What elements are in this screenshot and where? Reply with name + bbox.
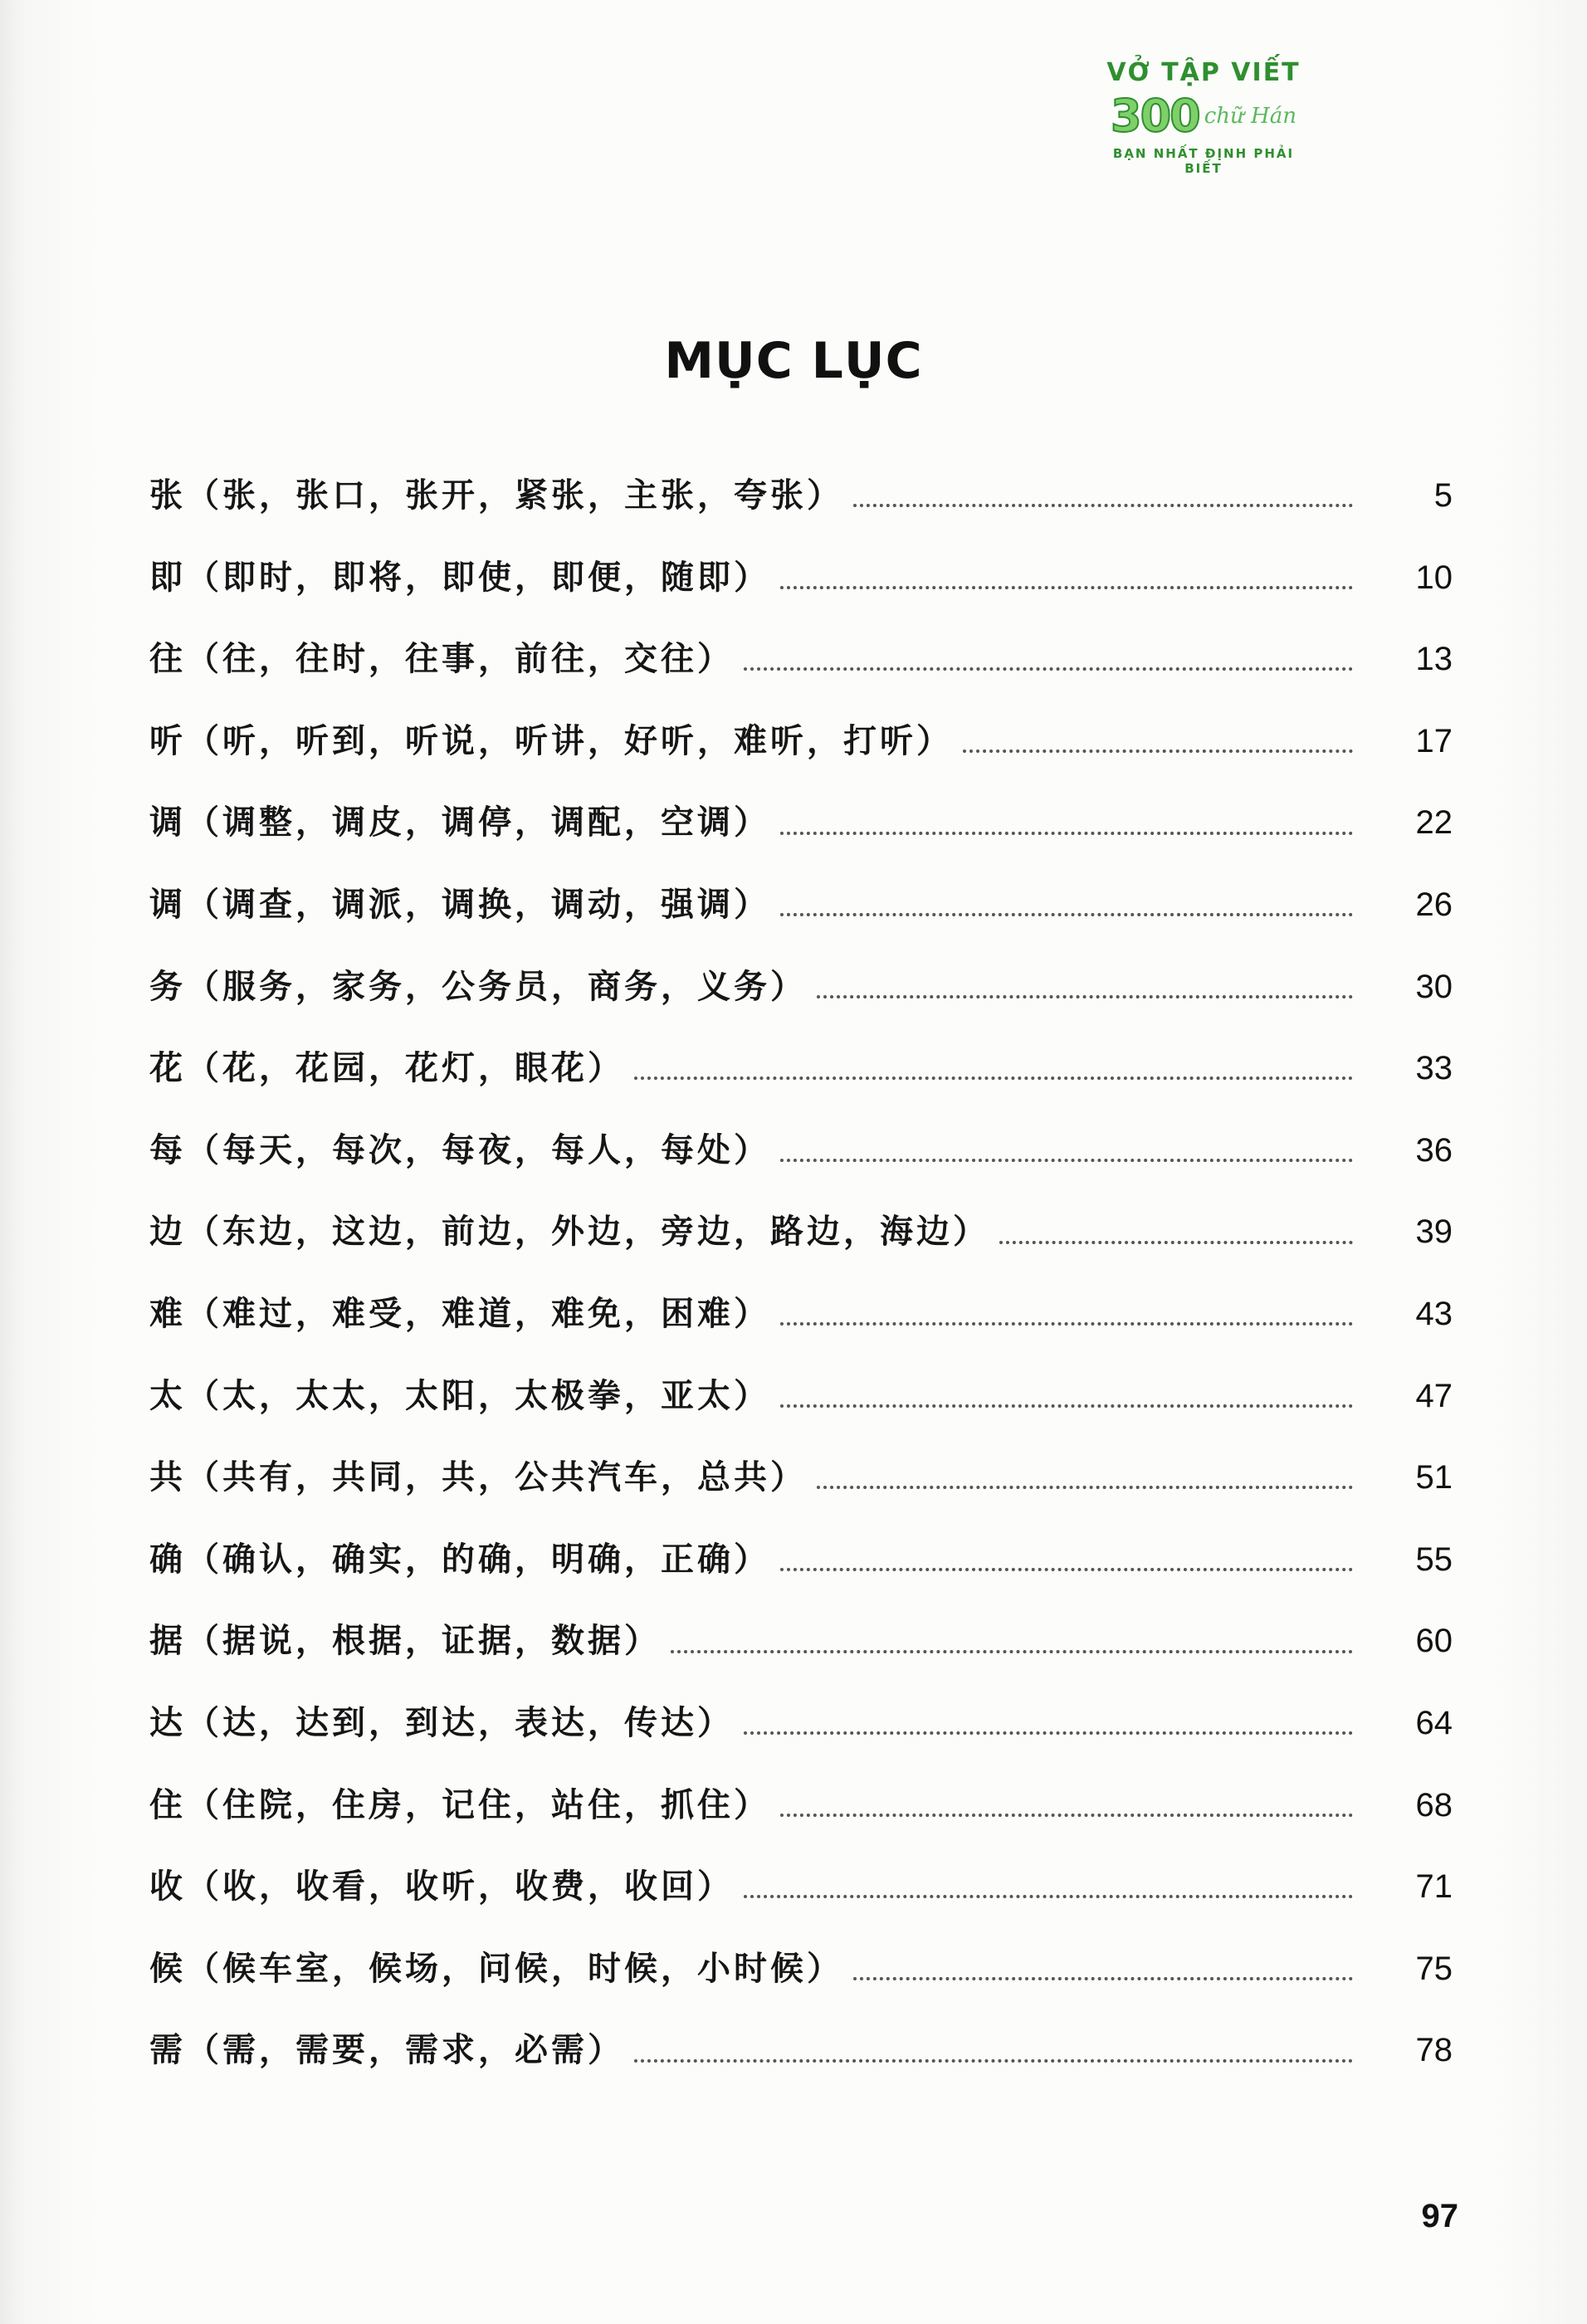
toc-entry-text: 每（每天，每次，每夜，每人，每处） (149, 1130, 770, 1169)
table-of-contents (149, 455, 1453, 2092)
toc-entry-text: 需（需，需要，需求，必需） (149, 2030, 624, 2070)
toc-entry (149, 1110, 1453, 1192)
toc-entry (149, 618, 1453, 701)
toc-entry (149, 1028, 1453, 1110)
toc-entry-page: 78 (1415, 2032, 1453, 2069)
toc-entry-page: 10 (1415, 559, 1453, 596)
toc-entry (149, 537, 1453, 619)
toc-leader-dots (744, 1892, 1353, 1898)
toc-leader-dots (780, 1401, 1353, 1408)
toc-entry-text: 收（收，收看，收听，收费，收回） (149, 1867, 734, 1907)
toc-entry-text: 花（花，花园，花灯，眼花） (149, 1048, 624, 1088)
toc-entry (149, 1519, 1453, 1601)
toc-leader-dots (634, 1073, 1353, 1080)
toc-entry (149, 1846, 1453, 1928)
logo-number: 300 (1111, 90, 1199, 142)
toc-leader-dots (780, 1319, 1353, 1326)
toc-entry-text: 调（调查，调派，调换，调动，强调） (149, 884, 770, 924)
toc-leader-dots (780, 583, 1353, 589)
toc-entry-page: 36 (1415, 1131, 1453, 1169)
toc-entry-text: 务（服务，家务，公务员，商务，义务） (149, 966, 807, 1006)
toc-entry (149, 1928, 1453, 2010)
toc-leader-dots (853, 1974, 1353, 1980)
toc-entry-text: 调（调整，调皮，调停，调配，空调） (149, 803, 770, 842)
toc-entry (149, 1600, 1453, 1682)
toc-entry-text: 听（听，听到，听说，听讲，好听，难听，打听） (149, 720, 953, 760)
toc-entry (149, 864, 1453, 946)
toc-entry-text: 候（候车室，候场，问候，时候，小时候） (149, 1948, 843, 1988)
toc-entry-page: 17 (1415, 722, 1453, 759)
toc-entry-text: 边（东边，这边，前边，外边，旁边，路边，海边） (149, 1212, 989, 1252)
toc-entry (149, 701, 1453, 783)
toc-entry (149, 2009, 1453, 2092)
toc-entry-page: 75 (1415, 1950, 1453, 1987)
toc-entry-page: 71 (1415, 1868, 1453, 1906)
toc-leader-dots (780, 910, 1353, 916)
toc-entry-text: 难（难过，难受，难道，难免，困难） (149, 1293, 770, 1333)
toc-leader-dots (780, 1565, 1353, 1571)
toc-entry-page: 60 (1415, 1623, 1453, 1660)
page-number: 97 (1421, 2198, 1458, 2234)
toc-entry (149, 1437, 1453, 1519)
toc-entry-page: 22 (1415, 804, 1453, 842)
toc-leader-dots (744, 1728, 1353, 1735)
toc-entry (149, 1191, 1453, 1273)
toc-leader-dots (963, 746, 1353, 753)
toc-entry-page: 39 (1415, 1213, 1453, 1251)
toc-entry-page: 13 (1415, 641, 1453, 678)
toc-entry-page: 55 (1415, 1540, 1453, 1578)
toc-entry-text: 太（太，太太，太阳，太极拳，亚太） (149, 1375, 770, 1415)
toc-entry-text: 往（往，往时，往事，前往，交往） (149, 639, 734, 679)
toc-entry-text: 达（达，达到，到达，表达，传达） (149, 1702, 734, 1742)
toc-entry-page: 5 (1433, 477, 1453, 514)
toc-entry-page: 68 (1415, 1786, 1453, 1824)
toc-entry (149, 1355, 1453, 1438)
toc-entry (149, 1682, 1453, 1765)
toc-entry (149, 1765, 1453, 1847)
toc-leader-dots (780, 828, 1353, 835)
logo-script: chữ Hán (1204, 104, 1296, 129)
toc-leader-dots (999, 1238, 1353, 1244)
toc-entry-text: 据（据说，根据，证据，数据） (149, 1621, 661, 1661)
toc-leader-dots (671, 1647, 1353, 1653)
toc-entry-text: 住（住院，住房，记住，站住，抓住） (149, 1784, 770, 1824)
toc-entry-page: 64 (1415, 1704, 1453, 1741)
page-title: MỤC LỤC (664, 332, 923, 391)
toc-leader-dots (853, 500, 1353, 507)
toc-leader-dots (744, 664, 1353, 671)
toc-entry-page: 51 (1415, 1459, 1453, 1496)
toc-entry (149, 782, 1453, 864)
toc-entry-text: 确（确认，确实，的确，明确，正确） (149, 1539, 770, 1579)
toc-entry (149, 1273, 1453, 1355)
toc-entry-page: 33 (1415, 1050, 1453, 1087)
toc-leader-dots (817, 992, 1353, 998)
toc-entry-page: 47 (1415, 1377, 1453, 1414)
toc-leader-dots (780, 1810, 1353, 1817)
toc-leader-dots (817, 1482, 1353, 1489)
logo-line1: VỞ TẬP VIẾT (1106, 58, 1301, 87)
toc-entry-text: 共（共有，共同，共，公共汽车，总共） (149, 1457, 807, 1497)
logo-middle (1091, 91, 1316, 141)
toc-leader-dots (634, 2056, 1353, 2063)
toc-entry-text: 即（即时，即将，即使，即便，随即） (149, 557, 770, 597)
toc-entry-page: 43 (1415, 1295, 1453, 1332)
toc-leader-dots (780, 1155, 1353, 1162)
toc-entry-text: 张（张，张口，张开，紧张，主张，夸张） (149, 476, 843, 515)
toc-entry-page: 26 (1415, 886, 1453, 923)
toc-entry (149, 455, 1453, 537)
toc-entry-page: 30 (1415, 968, 1453, 1005)
book-logo (1091, 58, 1316, 183)
toc-entry (149, 946, 1453, 1028)
logo-line3: BẠN NHẤT ĐỊNH PHẢI BIẾT (1112, 146, 1295, 176)
